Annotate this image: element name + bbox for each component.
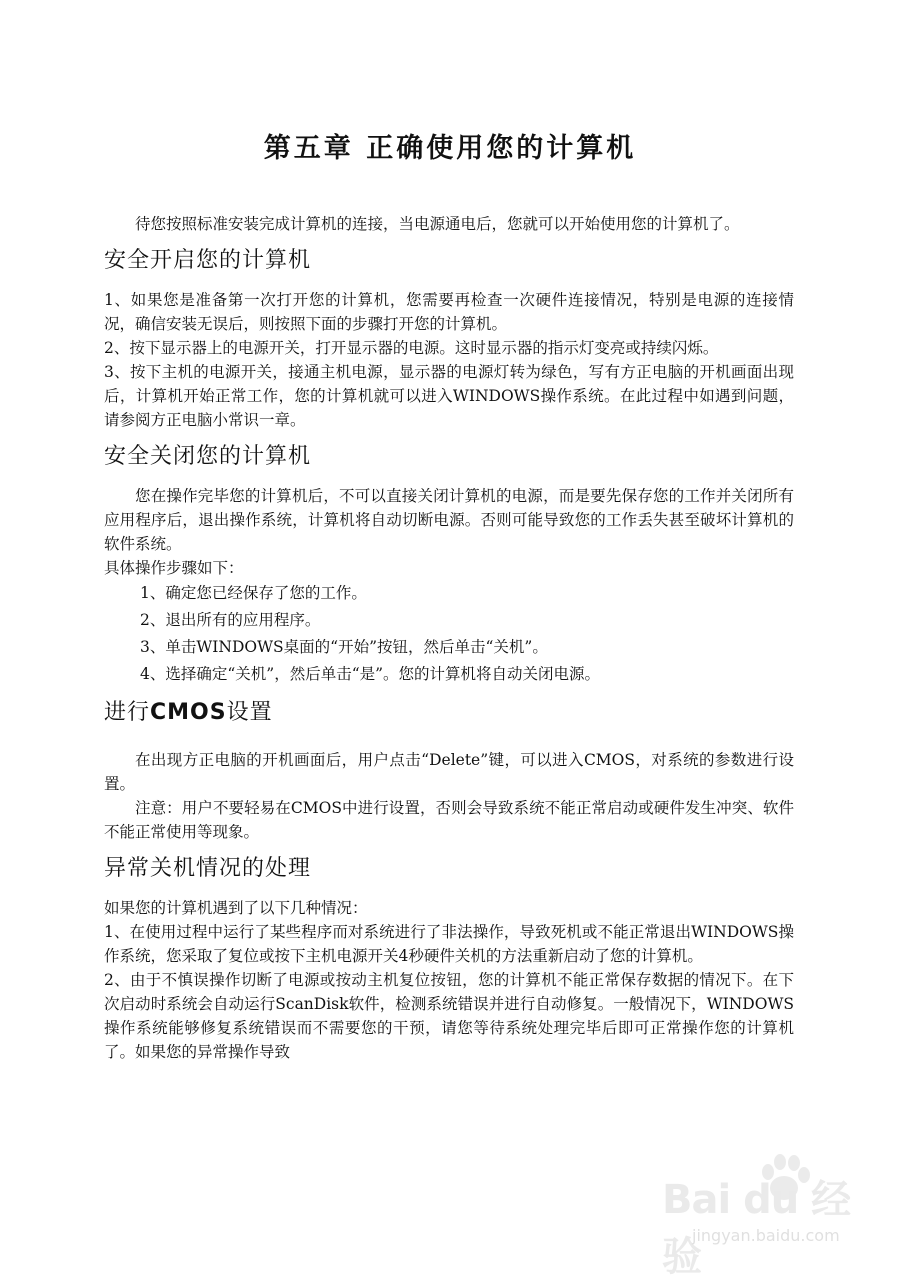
cmos-paragraph-1: 在出现方正电脑的开机画面后，用户点击“Delete”键，可以进入CMOS，对系统的参数进行设置。 (104, 751, 794, 793)
shutdown-step-1: 1、确定您已经保存了您的工作。 (140, 584, 367, 602)
shutdown-steps-label: 具体操作步骤如下： (104, 559, 244, 577)
watermark-logo: Bai du 经验 (662, 1177, 851, 1280)
baidu-jingyan-watermark (662, 1148, 862, 1280)
chapter-title: 第五章 正确使用您的计算机 (263, 133, 637, 164)
abnormal-item-1: 1、在使用过程中运行了某些程序而对系统进行了非法操作，导致死机或不能正常退出WINDOWS操作系统，您采取了复位或按下主机电源开关4秒硬件关机的方法重新启动了您的计算机。 (104, 923, 794, 965)
intro-paragraph: 待您按照标准安装完成计算机的连接，当电源通电后，您就可以开始使用您的计算机了。 (135, 215, 740, 233)
cmos-paragraph-2: 注意：用户不要轻易在CMOS中进行设置，否则会导致系统不能正常启动或硬件发生冲突、软件不能正常使用等现象。 (104, 799, 794, 841)
start-item-1: 1、如果您是准备第一次打开您的计算机，您需要再检查一次硬件连接情况，特别是电源的连接情况，确信安装无误后，则按照下面的步骤打开您的计算机。 (104, 291, 794, 333)
start-item-2: 2、按下显示器上的电源开关，打开显示器的电源。这时显示器的指示灯变亮或持续闪烁。 (104, 339, 719, 357)
section-heading-start: 安全开启您的计算机 (104, 248, 312, 273)
shutdown-step-2: 2、退出所有的应用程序。 (140, 611, 321, 629)
abnormal-item-2: 2、由于不慎误操作切断了电源或按动主机复位按钮，您的计算机不能正常保存数据的情况下。在下次启动时系统会自动运行ScanDisk软件，检测系统错误并进行自动修复。一般情况下，WINDOWS操作系统能够修复系统错误而不需要您的干预，请您等待系统处理完毕后即可正常操作您的计算机了。如果您的异常操作导致 (104, 971, 794, 1061)
cmos-heading-prefix: 进行 (104, 700, 151, 725)
document-body (104, 212, 794, 1064)
shutdown-intro: 您在操作完毕您的计算机后，不可以直接关闭计算机的电源，而是要先保存您的工作并关闭所有应用程序后，退出操作系统，计算机将自动切断电源。否则可能导致您的工作丢失甚至破坏计算机的软件系统。 (104, 487, 794, 553)
section-heading-shutdown: 安全关闭您的计算机 (104, 444, 312, 469)
abnormal-intro: 如果您的计算机遇到了以下几种情况： (104, 899, 368, 917)
shutdown-step-4: 4、选择确定“关机”，然后单击“是”。您的计算机将自动关闭电源。 (140, 665, 601, 683)
watermark-url: jingyan.baidu.com (692, 1226, 840, 1245)
cmos-heading-suffix: 设置 (226, 700, 273, 725)
section-heading-cmos (104, 698, 794, 728)
section-heading-abnormal: 异常关机情况的处理 (104, 856, 312, 881)
start-item-3: 3、按下主机的电源开关，接通主机电源，显示器的电源灯转为绿色，写有方正电脑的开机画面出现后，计算机开始正常工作，您的计算机就可以进入WINDOWS操作系统。在此过程中如遇到问题，请参阅方正电脑小常识一章。 (104, 363, 794, 429)
shutdown-step-3: 3、单击WINDOWS桌面的“开始”按钮，然后单击“关机”。 (140, 638, 548, 656)
cmos-heading-bold: CMOS (150, 700, 227, 725)
